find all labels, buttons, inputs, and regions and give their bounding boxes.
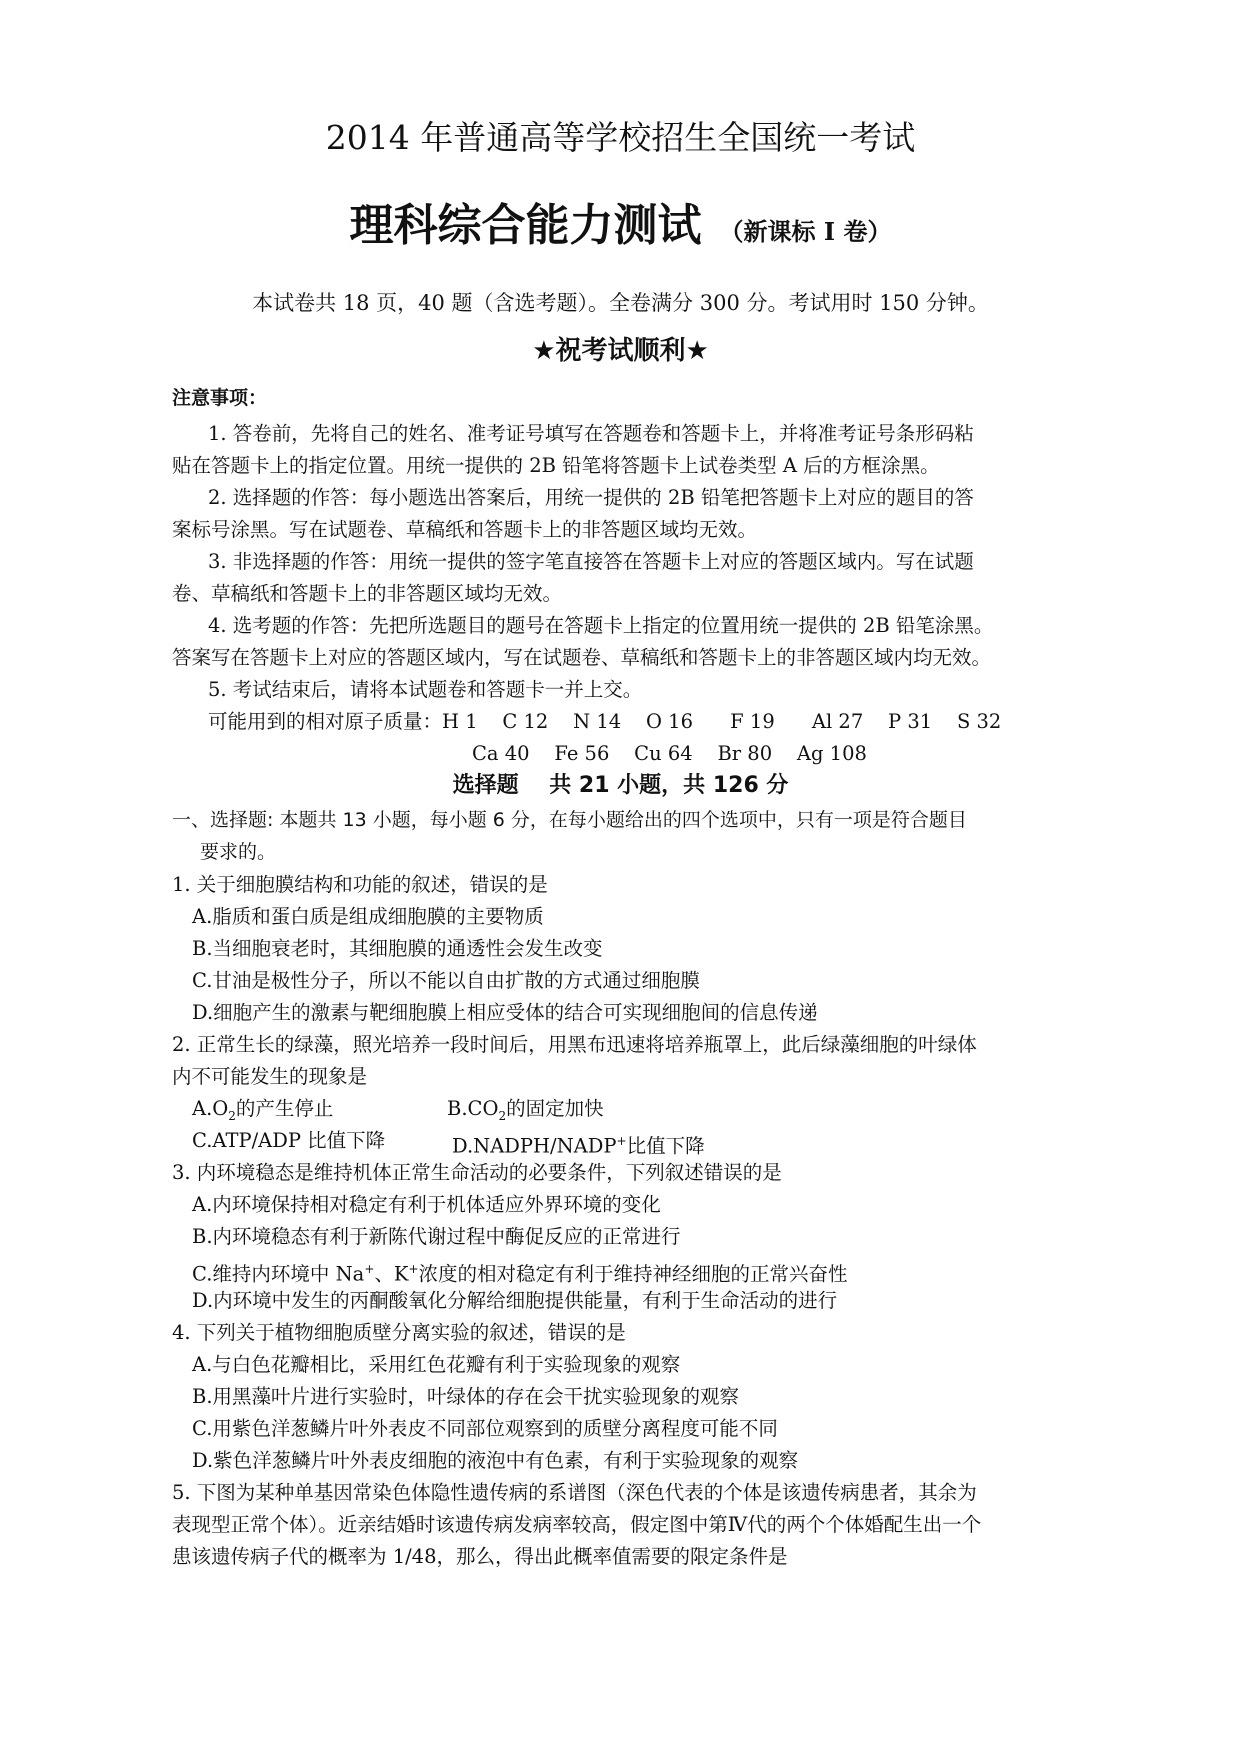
- notice-item-4-cont: 答案写在答题卡上对应的答题区域内，写在试题卷、草稿纸和答题卡上的非答题区域内均无效。: [172, 646, 992, 669]
- notice-item-2-cont: 案标号涂黑。写在试题卷、草稿纸和答题卡上的非答题区域均无效。: [172, 518, 758, 541]
- option-c-superscript-1: +: [364, 1262, 375, 1276]
- option-c-superscript-2: +: [408, 1262, 419, 1276]
- question-5-stem-cont-2: 患该遗传病子代的概率为 1/48，那么，得出此概率值需要的限定条件是: [172, 1545, 788, 1568]
- notice-item-4: 4. 选考题的作答：先把所选题目的题号在答题卡上指定的位置用统一提供的 2B 铅笔涂黑。: [208, 614, 994, 637]
- question-5-stem: 5. 下图为某种单基因常染色体隐性遗传病的系谱图（深色代表的个体是该遗传病患者，其余为: [172, 1481, 977, 1504]
- option-c-text: C.维持内环境中 Na: [192, 1262, 365, 1286]
- option-b-text: B.CO: [447, 1097, 499, 1120]
- question-3-option-b: B.内环境稳态有利于新陈代谢过程中酶促反应的正常进行: [192, 1225, 681, 1248]
- option-b-subscript: 2: [498, 1108, 507, 1123]
- option-c-text-2: 、K: [374, 1262, 409, 1286]
- notice-item-3: 3. 非选择题的作答：用统一提供的签字笔直接答在答题卡上对应的答题区域内。写在试题: [208, 550, 974, 573]
- question-2-option-c: C.ATP/ADP 比值下降: [192, 1129, 386, 1152]
- question-1-option-a: A.脂质和蛋白质是组成细胞膜的主要物质: [192, 905, 544, 928]
- section-title: 选择题 共 21 小题，共 126 分: [452, 773, 789, 798]
- notice-item-1: 1. 答卷前，先将自己的姓名、准考证号填写在答题卷和答题卡上，并将准考证号条形码粘: [208, 422, 974, 445]
- section-instructions-cont: 要求的。: [200, 841, 277, 863]
- atomic-masses-line-1: 可能用到的相对原子质量：H 1 C 12 N 14 O 16 F 19 Al 27 P 31 S 32: [208, 710, 1002, 733]
- good-luck-banner: ★祝考试顺利★: [532, 336, 709, 366]
- question-2-stem-cont: 内不可能发生的现象是: [172, 1065, 368, 1088]
- option-d-superscript: +: [616, 1134, 627, 1148]
- option-b-text-cont: 的固定加快: [506, 1097, 604, 1120]
- exam-info: 本试卷共 18 页，40 题（含选考题）。全卷满分 300 分。考试用时 150 分钟。: [252, 291, 989, 315]
- exam-title: 2014 年普通高等学校招生全国统一考试: [325, 118, 916, 157]
- question-1-option-d: D.细胞产生的激素与靶细胞膜上相应受体的结合可实现细胞间的信息传递: [192, 1001, 818, 1024]
- question-3-stem: 3. 内环境稳态是维持机体正常生命活动的必要条件，下列叙述错误的是: [172, 1161, 782, 1184]
- question-1-option-b: B.当细胞衰老时，其细胞膜的通透性会发生改变: [192, 937, 603, 960]
- notice-heading: 注意事项：: [172, 387, 268, 409]
- notice-item-2: 2. 选择题的作答：每小题选出答案后，用统一提供的 2B 铅笔把答题卡上对应的题目的答: [208, 486, 974, 509]
- question-1-option-c: C.甘油是极性分子，所以不能以自由扩散的方式通过细胞膜: [192, 969, 700, 992]
- option-d-text: D.NADPH/NADP: [452, 1134, 617, 1158]
- option-a-text-cont: 的产生停止: [235, 1097, 334, 1120]
- question-3-option-a: A.内环境保持相对稳定有利于机体适应外界环境的变化: [192, 1193, 661, 1216]
- paper-version: （新课标 I 卷）: [719, 217, 892, 246]
- option-d-text-cont: 比值下降: [626, 1134, 705, 1158]
- question-5-stem-cont-1: 表现型正常个体）。近亲结婚时该遗传病发病率较高，假定图中第Ⅳ代的两个个体婚配生出一个: [172, 1513, 982, 1536]
- paper-subject-heading: [0, 200, 1241, 251]
- question-4-option-c: C.用紫色洋葱鳞片叶外表皮不同部位观察到的质壁分离程度可能不同: [192, 1417, 778, 1440]
- section-instructions: 一、选择题: 本题共 13 小题，每小题 6 分，在每小题给出的四个选项中，只有一项是符合题目: [172, 809, 967, 831]
- question-4-stem: 4. 下列关于植物细胞质壁分离实验的叙述，错误的是: [172, 1321, 626, 1344]
- notice-item-3-cont: 卷、草稿纸和答题卡上的非答题区域均无效。: [172, 582, 563, 605]
- question-2-stem: 2. 正常生长的绿藻，照光培养一段时间后，用黑布迅速将培养瓶罩上，此后绿藻细胞的叶绿体: [172, 1033, 977, 1056]
- question-4-option-d: D.紫色洋葱鳞片叶外表皮细胞的液泡中有色素，有利于实验现象的观察: [192, 1449, 799, 1472]
- option-a-subscript: 2: [228, 1108, 236, 1123]
- option-a-text: A.O: [192, 1097, 229, 1120]
- question-4-option-a: A.与白色花瓣相比，采用红色花瓣有利于实验现象的观察: [192, 1353, 681, 1376]
- notice-item-1-cont: 贴在答题卡上的指定位置。用统一提供的 2B 铅笔将答题卡上试卷类型 A 后的方框涂黑。: [172, 454, 940, 477]
- option-c-text-3: 浓度的相对稳定有利于维持神经细胞的正常兴奋性: [418, 1262, 848, 1286]
- notice-item-5: 5. 考试结束后，请将本试题卷和答题卡一并上交。: [208, 678, 643, 701]
- question-1-stem: 1. 关于细胞膜结构和功能的叙述，错误的是: [172, 873, 548, 896]
- paper-subject: 理科综合能力测试: [349, 200, 702, 251]
- question-4-option-b: B.用黑藻叶片进行实验时，叶绿体的存在会干扰实验现象的观察: [192, 1385, 740, 1408]
- atomic-masses-line-2: Ca 40 Fe 56 Cu 64 Br 80 Ag 108: [472, 742, 867, 765]
- question-3-option-d: D.内环境中发生的丙酮酸氧化分解给细胞提供能量，有利于生命活动的进行: [192, 1289, 838, 1312]
